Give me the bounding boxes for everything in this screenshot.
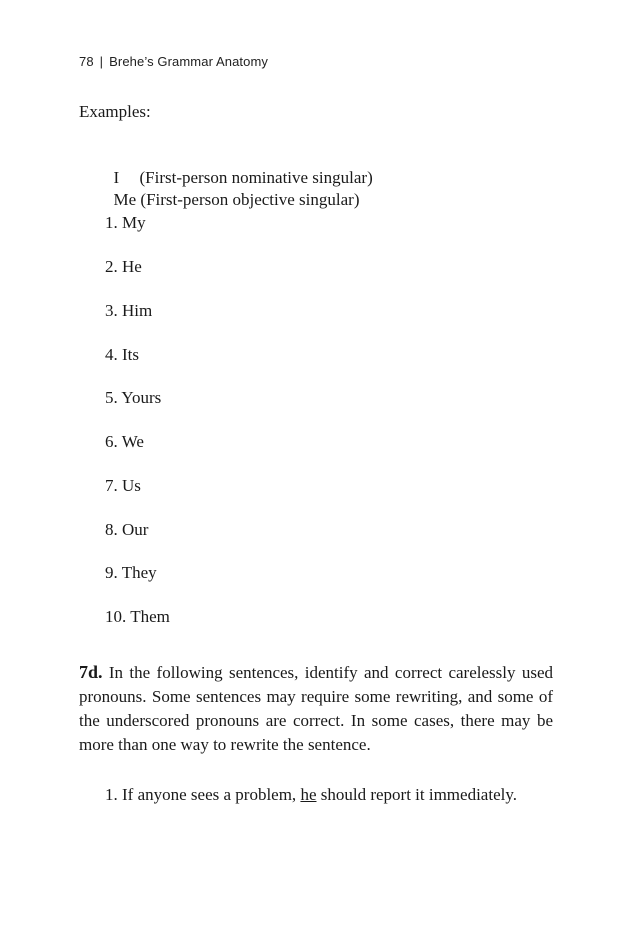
- running-header: [79, 54, 268, 69]
- list-item: 6. We: [105, 432, 144, 451]
- exercise-instructions: [79, 660, 553, 757]
- list-item: 10. Them: [105, 607, 170, 626]
- exercise-number: 7d.: [79, 662, 103, 682]
- underlined-pronoun: he: [300, 785, 317, 804]
- examples-label: Examples:: [79, 102, 151, 121]
- example-pronoun: Me: [113, 190, 137, 209]
- example-description: (First-person objective singular): [140, 190, 360, 209]
- list-item: 1. My: [105, 213, 146, 232]
- list-item: 5. Yours: [105, 388, 162, 407]
- book-title: Brehe’s Grammar Anatomy: [109, 54, 268, 69]
- list-item: 3. Him: [105, 301, 153, 320]
- sentence-prefix: 1. If anyone sees a problem,: [105, 785, 301, 804]
- example-pronoun: I: [113, 168, 120, 187]
- list-item: 9. They: [105, 563, 157, 582]
- list-item: 7. Us: [105, 476, 141, 495]
- example-description: (First-person nominative singular): [139, 168, 373, 187]
- page-number: 78: [79, 54, 94, 69]
- sentence-suffix: should report it immediately.: [316, 785, 517, 804]
- example-line: [105, 170, 359, 210]
- list-item: 8. Our: [105, 520, 149, 539]
- list-item: 4. Its: [105, 345, 139, 364]
- exercise-sentence: [105, 785, 517, 805]
- header-separator: |: [99, 54, 104, 69]
- list-item: 2. He: [105, 257, 142, 276]
- exercise-text: In the following sentences, identify and correct carelessly used pronouns. Some sentences may require some rewriting, and some of the underscored pronouns are correct. In some cases, there may be more than one way to rewrite the sentence.: [79, 663, 554, 754]
